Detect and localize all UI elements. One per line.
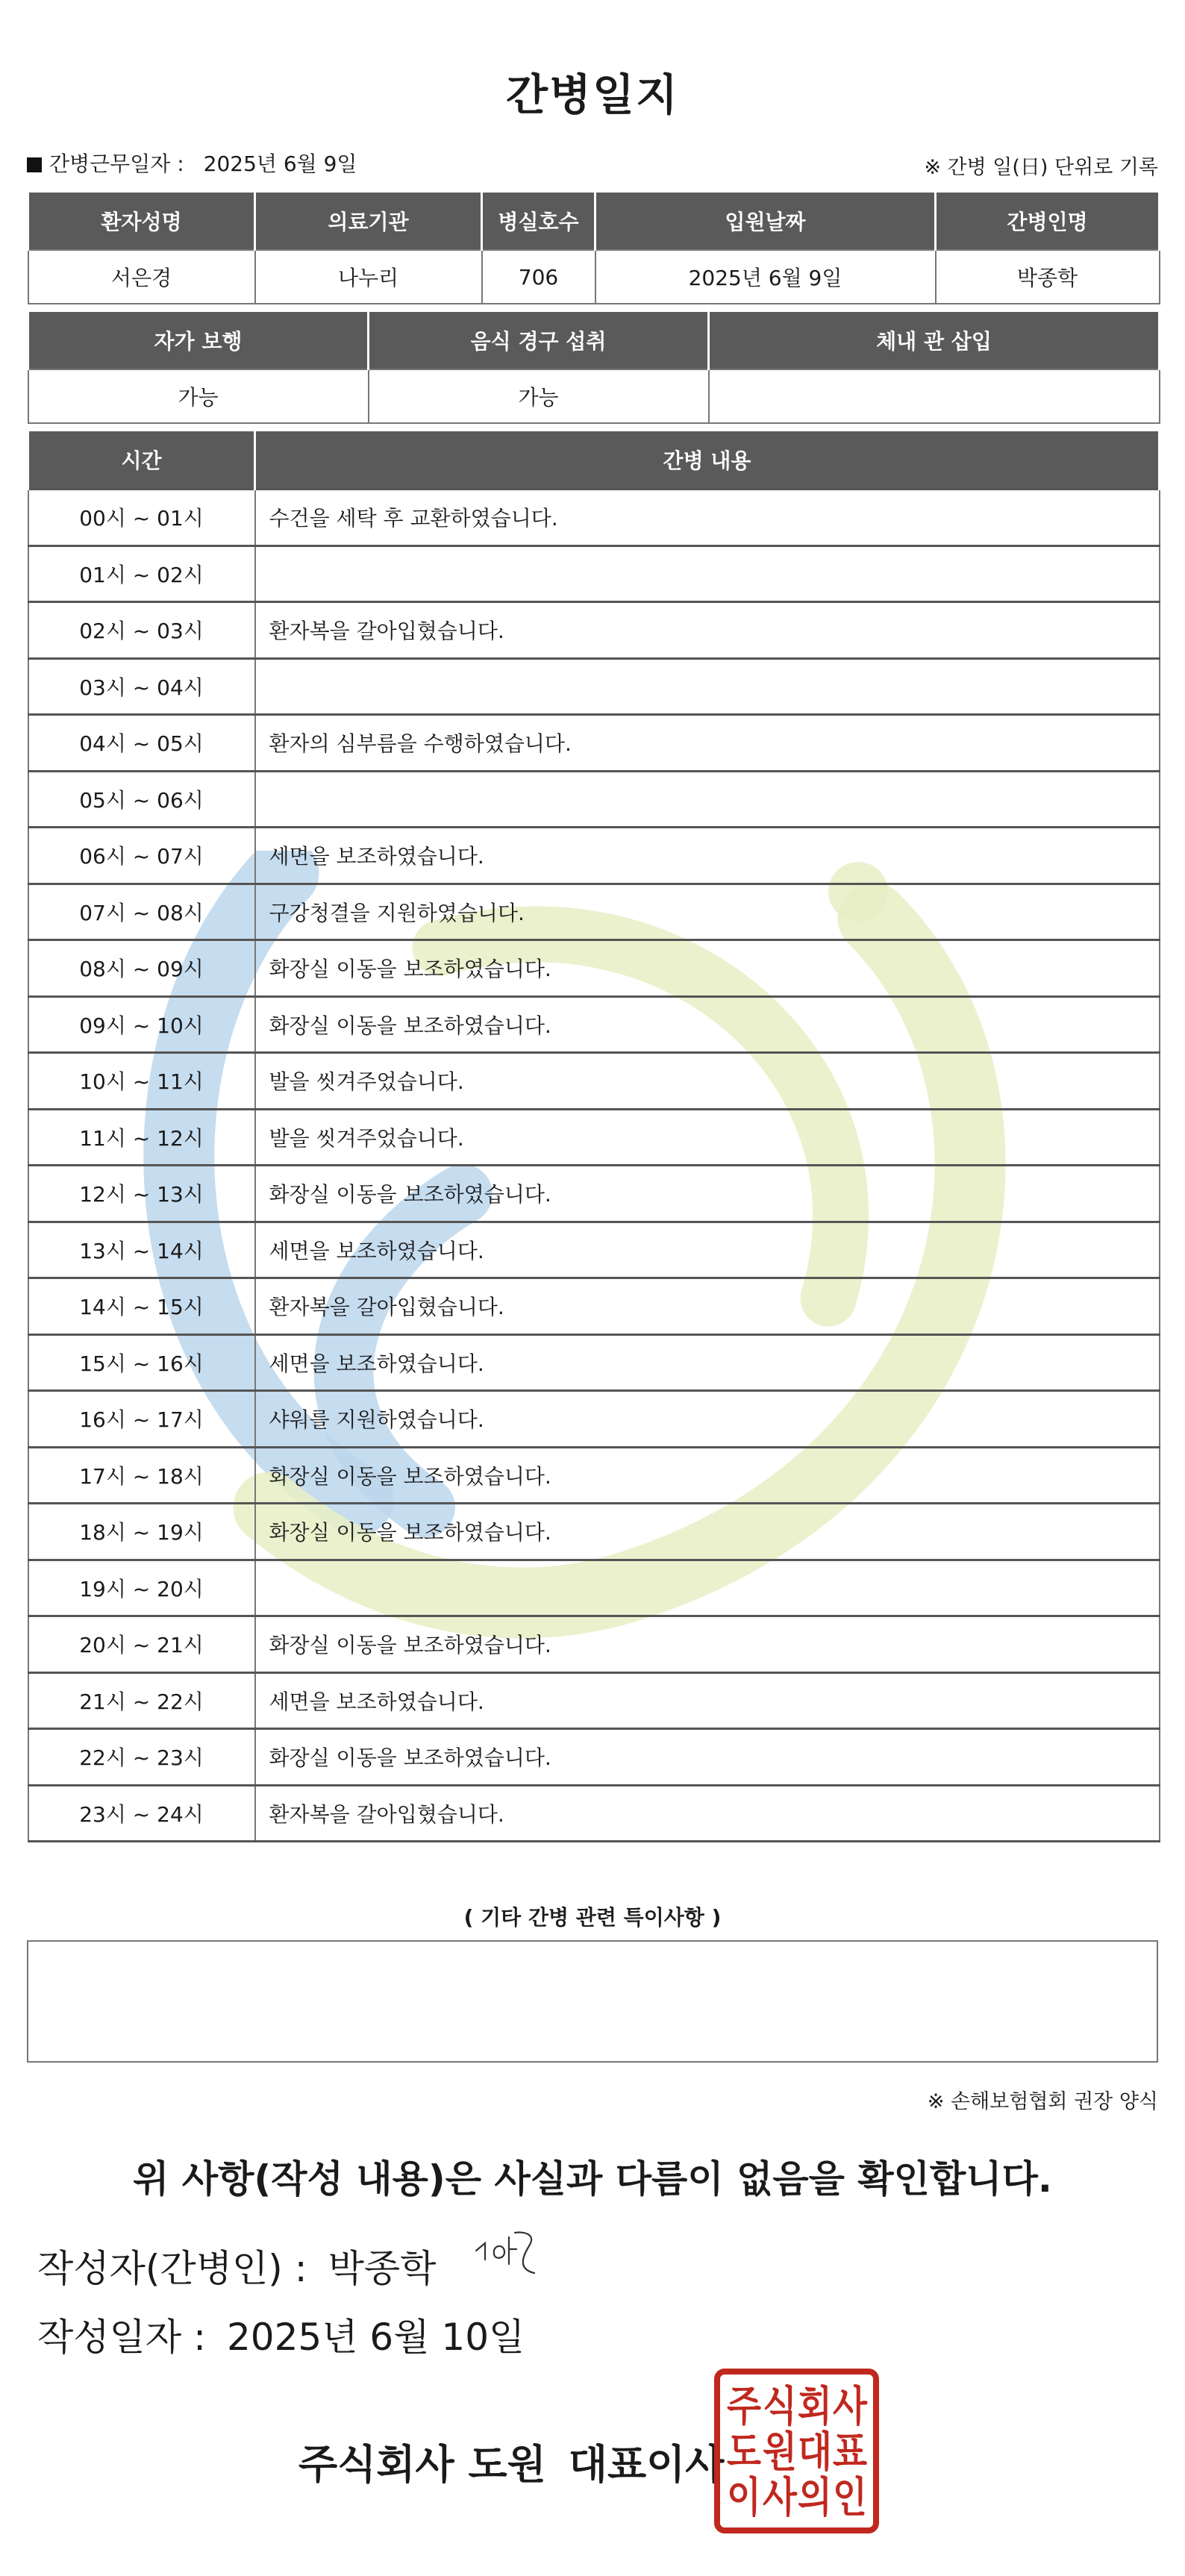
patient-status-table bbox=[27, 312, 1160, 424]
svg-text:사: 사 bbox=[833, 2383, 868, 2431]
care-log-row bbox=[28, 602, 1160, 659]
care-log-row bbox=[28, 1447, 1160, 1504]
care-content-cell: 환자복을 갈아입혔습니다. bbox=[255, 1785, 1160, 1842]
writer-row bbox=[37, 2239, 436, 2292]
svg-text:이: 이 bbox=[727, 2474, 761, 2522]
care-log-row bbox=[28, 996, 1160, 1053]
handwritten-signature bbox=[470, 2227, 545, 2279]
company-name: 주식회사 도원 bbox=[298, 2441, 546, 2488]
care-log-row bbox=[28, 490, 1160, 546]
care-log-row bbox=[28, 771, 1160, 828]
care-log-row bbox=[28, 1109, 1160, 1166]
unit-note: ※ 간병 일(日) 단위로 기록 bbox=[924, 156, 1158, 179]
care-content-cell: 세면을 보조하였습니다. bbox=[255, 1672, 1160, 1729]
care-content-cell: 샤워를 지원하였습니다. bbox=[255, 1391, 1160, 1448]
care-log-row bbox=[28, 1278, 1160, 1335]
care-log-row bbox=[28, 828, 1160, 884]
care-content-cell: 화장실 이동을 보조하였습니다. bbox=[255, 1447, 1160, 1504]
work-date-label: 간병근무일자 : bbox=[49, 151, 184, 176]
room-number-value: 706 bbox=[482, 250, 595, 304]
time-slot-cell: 21시 ~ 22시 bbox=[28, 1672, 255, 1729]
time-slot-cell: 00시 ~ 01시 bbox=[28, 490, 255, 546]
care-content-cell bbox=[255, 545, 1160, 602]
care-log-row bbox=[28, 1616, 1160, 1673]
hospital-header: 의료기관 bbox=[255, 193, 482, 250]
care-content-cell: 발을 씻겨주었습니다. bbox=[255, 1053, 1160, 1110]
square-bullet-icon bbox=[27, 157, 42, 172]
care-content-cell bbox=[255, 658, 1160, 715]
care-log-row bbox=[28, 1560, 1160, 1616]
care-content-cell: 화장실 이동을 보조하였습니다. bbox=[255, 1616, 1160, 1673]
recommend-note: ※ 손해보험협회 권장 양식 bbox=[927, 2090, 1158, 2113]
svg-text:대: 대 bbox=[798, 2428, 832, 2477]
care-content-cell: 화장실 이동을 보조하였습니다. bbox=[255, 996, 1160, 1053]
patient-info-table bbox=[27, 193, 1160, 304]
care-content-cell: 수건을 세탁 후 교환하였습니다. bbox=[255, 490, 1160, 546]
svg-text:도: 도 bbox=[727, 2428, 761, 2477]
care-log-table bbox=[27, 431, 1160, 1842]
caregiver-name-value: 박종학 bbox=[936, 250, 1160, 304]
time-slot-cell: 13시 ~ 14시 bbox=[28, 1222, 255, 1278]
company-signature-line bbox=[298, 2433, 724, 2490]
care-log-row bbox=[28, 1729, 1160, 1786]
notes-box bbox=[27, 1940, 1158, 2063]
time-slot-cell: 17시 ~ 18시 bbox=[28, 1447, 255, 1504]
care-content-cell: 세면을 보조하였습니다. bbox=[255, 828, 1160, 884]
tube-insertion-header: 체내 관 삽입 bbox=[709, 312, 1160, 369]
care-content-cell: 환자복을 갈아입혔습니다. bbox=[255, 602, 1160, 659]
admission-date-value: 2025년 6월 9일 bbox=[595, 250, 936, 304]
time-slot-cell: 22시 ~ 23시 bbox=[28, 1729, 255, 1786]
time-slot-cell: 04시 ~ 05시 bbox=[28, 715, 255, 772]
time-slot-cell: 02시 ~ 03시 bbox=[28, 602, 255, 659]
document-title: 간병일지 bbox=[505, 69, 680, 120]
time-header: 시간 bbox=[28, 431, 255, 490]
patient-name-header: 환자성명 bbox=[28, 193, 255, 250]
tube-insertion-value bbox=[709, 369, 1160, 423]
care-content-cell: 화장실 이동을 보조하였습니다. bbox=[255, 1504, 1160, 1560]
svg-text:회: 회 bbox=[798, 2383, 832, 2431]
writer-label: 작성자(간병인) : bbox=[37, 2247, 307, 2290]
svg-text:식: 식 bbox=[763, 2383, 797, 2431]
care-log-row bbox=[28, 1222, 1160, 1278]
care-log-row bbox=[28, 1053, 1160, 1110]
care-content-cell: 세면을 보조하였습니다. bbox=[255, 1222, 1160, 1278]
care-log-row bbox=[28, 1504, 1160, 1560]
time-slot-cell: 05시 ~ 06시 bbox=[28, 771, 255, 828]
care-log-row bbox=[28, 1785, 1160, 1842]
time-slot-cell: 23시 ~ 24시 bbox=[28, 1785, 255, 1842]
oral-intake-header: 음식 경구 섭취 bbox=[369, 312, 709, 369]
care-log-row bbox=[28, 1166, 1160, 1222]
work-date-row bbox=[27, 148, 357, 178]
care-content-cell: 환자의 심부름을 수행하였습니다. bbox=[255, 715, 1160, 772]
time-slot-cell: 08시 ~ 09시 bbox=[28, 940, 255, 997]
time-slot-cell: 14시 ~ 15시 bbox=[28, 1278, 255, 1335]
time-slot-cell: 15시 ~ 16시 bbox=[28, 1334, 255, 1391]
care-log-row bbox=[28, 884, 1160, 940]
time-slot-cell: 06시 ~ 07시 bbox=[28, 828, 255, 884]
room-number-header: 병실호수 bbox=[482, 193, 595, 250]
self-walking-header: 자가 보행 bbox=[28, 312, 369, 369]
care-content-header: 간병 내용 bbox=[255, 431, 1160, 490]
oral-intake-value: 가능 bbox=[369, 369, 709, 423]
time-slot-cell: 10시 ~ 11시 bbox=[28, 1053, 255, 1110]
time-slot-cell: 18시 ~ 19시 bbox=[28, 1504, 255, 1560]
care-log-body bbox=[28, 490, 1160, 1842]
time-slot-cell: 16시 ~ 17시 bbox=[28, 1391, 255, 1448]
time-slot-cell: 12시 ~ 13시 bbox=[28, 1166, 255, 1222]
care-content-cell: 환자복을 갈아입혔습니다. bbox=[255, 1278, 1160, 1335]
care-log-row bbox=[28, 658, 1160, 715]
care-log-row bbox=[28, 545, 1160, 602]
company-seal-stamp bbox=[713, 2367, 881, 2535]
time-slot-cell: 03시 ~ 04시 bbox=[28, 658, 255, 715]
svg-text:원: 원 bbox=[763, 2428, 797, 2477]
notes-title: ( 기타 간병 관련 특이사항 ) bbox=[463, 1905, 722, 1930]
care-content-cell: 화장실 이동을 보조하였습니다. bbox=[255, 940, 1160, 997]
time-slot-cell: 01시 ~ 02시 bbox=[28, 545, 255, 602]
time-slot-cell: 09시 ~ 10시 bbox=[28, 996, 255, 1053]
svg-text:사: 사 bbox=[763, 2474, 798, 2522]
svg-text:인: 인 bbox=[833, 2474, 867, 2522]
self-walking-value: 가능 bbox=[28, 369, 369, 423]
care-log-row bbox=[28, 1672, 1160, 1729]
care-log-row bbox=[28, 940, 1160, 997]
care-content-cell: 발을 씻겨주었습니다. bbox=[255, 1109, 1160, 1166]
svg-text:주: 주 bbox=[727, 2383, 761, 2431]
time-slot-cell: 07시 ~ 08시 bbox=[28, 884, 255, 940]
writer-name: 박종학 bbox=[328, 2247, 437, 2290]
time-slot-cell: 19시 ~ 20시 bbox=[28, 1560, 255, 1616]
admission-date-header: 입원날짜 bbox=[595, 193, 936, 250]
hospital-value: 나누리 bbox=[255, 250, 482, 304]
confirmation-statement: 위 사항(작성 내용)은 사실과 다름이 없음을 확인합니다. bbox=[133, 2157, 1052, 2201]
write-date-value: 2025년 6월 10일 bbox=[226, 2316, 525, 2359]
care-log-row bbox=[28, 715, 1160, 772]
svg-text:의: 의 bbox=[798, 2474, 832, 2522]
patient-name-value: 서은경 bbox=[28, 250, 255, 304]
care-content-cell bbox=[255, 1560, 1160, 1616]
caregiver-name-header: 간병인명 bbox=[936, 193, 1160, 250]
time-slot-cell: 11시 ~ 12시 bbox=[28, 1109, 255, 1166]
care-log-row bbox=[28, 1334, 1160, 1391]
representative-title: 대표이사 bbox=[568, 2441, 725, 2488]
write-date-label: 작성일자 : bbox=[37, 2316, 206, 2359]
care-content-cell bbox=[255, 771, 1160, 828]
care-content-cell: 세면을 보조하였습니다. bbox=[255, 1334, 1160, 1391]
write-date-row bbox=[37, 2307, 525, 2361]
care-log-row bbox=[28, 1391, 1160, 1448]
work-date-value: 2025년 6월 9일 bbox=[203, 151, 357, 176]
time-slot-cell: 20시 ~ 21시 bbox=[28, 1616, 255, 1673]
care-content-cell: 화장실 이동을 보조하였습니다. bbox=[255, 1166, 1160, 1222]
care-content-cell: 화장실 이동을 보조하였습니다. bbox=[255, 1729, 1160, 1786]
care-content-cell: 구강청결을 지원하였습니다. bbox=[255, 884, 1160, 940]
svg-text:표: 표 bbox=[833, 2428, 867, 2477]
